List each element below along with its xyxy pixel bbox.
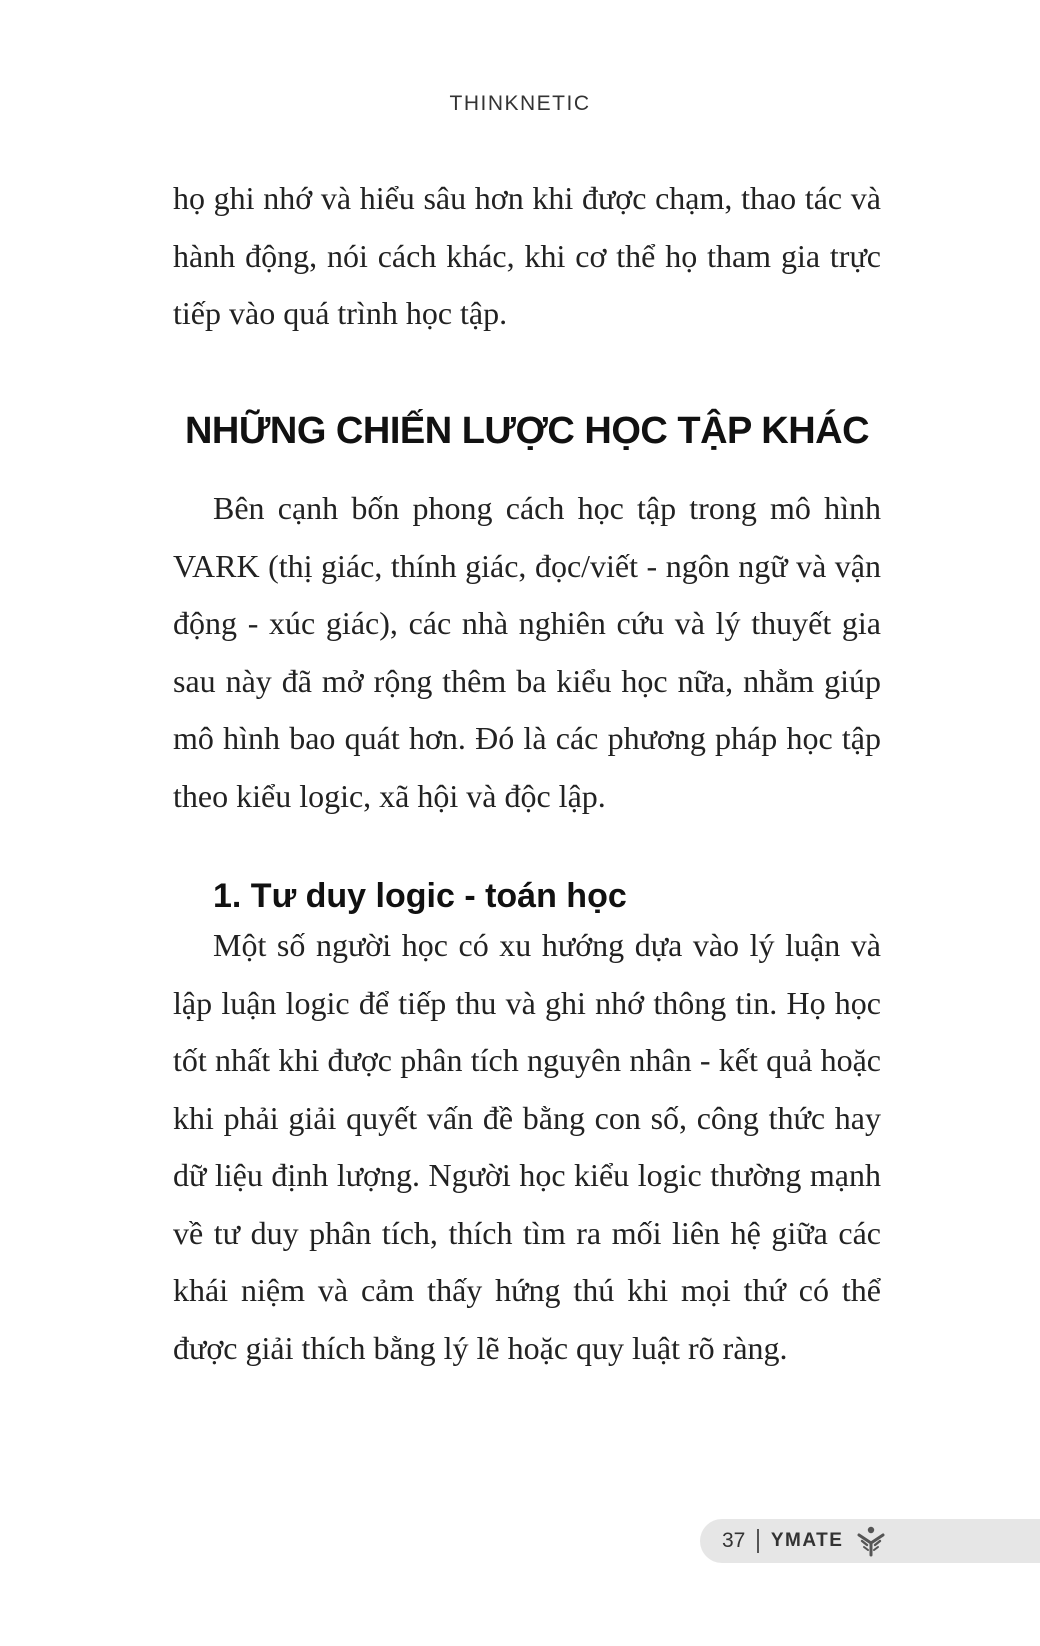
paragraph-continued <box>173 170 881 343</box>
section-title: NHỮNG CHIẾN LƯỢC HỌC TẬP KHÁC <box>184 410 870 452</box>
footer-divider <box>757 1529 759 1553</box>
subsection-title: 1. Tư duy logic - toán học <box>213 877 627 915</box>
ymate-logo-icon <box>855 1525 887 1557</box>
paragraph-1: họ ghi nhớ và hiểu sâu hơn khi được chạm, thao tác và hành động, nói cách khác, khi cơ thể họ tham gia trực tiếp vào quá trình học tập. <box>173 180 881 331</box>
paragraph-3: Một số người học có xu hướng dựa vào lý luận và lập luận logic để tiếp thu và ghi nhớ thông tin. Họ học tốt nhất khi được phân tích nguyên nhân - kết quả hoặc khi phải giải quyết vấn đề bằng con số, công thức hay dữ liệu định lượng. Người học kiểu logic thường mạnh về tư duy phân tích, thích tìm ra mối liên hệ giữa các khái niệm và cảm thấy hứng thú khi mọi thứ có thể được giải thích bằng lý lẽ hoặc quy luật rõ ràng. <box>173 927 881 1366</box>
brand-name: YMATE <box>770 1530 844 1551</box>
paragraph-2: Bên cạnh bốn phong cách học tập trong mô hình VARK (thị giác, thính giác, đọc/viết - ngôn ngữ và vận động - xúc giác), các nhà nghiên cứu và lý thuyết gia sau này đã mở rộng thêm ba kiểu học nữa, nhằm giúp mô hình bao quát hơn. Đó là các phương pháp học tập theo kiểu logic, xã hội và độc lập. <box>173 490 881 814</box>
paragraph-logic <box>173 917 881 1377</box>
paragraph-intro <box>173 480 881 825</box>
footer-bar <box>700 1519 1040 1563</box>
running-header: THINKNETIC <box>449 92 591 115</box>
page-number: 37 <box>722 1529 746 1552</box>
